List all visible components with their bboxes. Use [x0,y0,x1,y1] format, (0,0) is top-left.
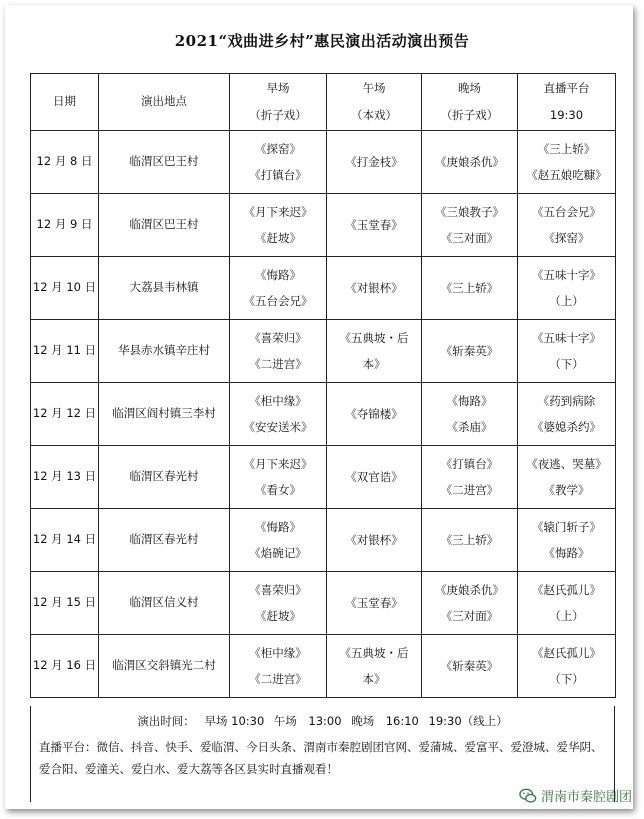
cell-evening-line: 《三上轿》 [440,281,499,295]
cell-venue: 临渭区信义村 [99,572,230,635]
cell-live [518,509,616,572]
cell-evening-line: 《三娘教子》 [435,205,504,219]
cell-afternoon-line: 本》 [362,357,386,371]
cell-live-line: （上） [549,294,584,308]
cell-date: 12 月 16 日 [31,635,99,698]
cell-evening [422,320,518,383]
cell-morning-line: 《悔路》 [255,268,301,282]
cell-live-line: 《教学》 [543,483,590,497]
platform-list: 直播平台：微信、抖音、快手、爱临渭、今日头条、渭南市秦腔剧团官网、爱蒲城、爱富平、爱澄城、爱华阴、爱合阳、爱潼关、爱白水、爱大荔等各区县实时直播观看！ [39,740,603,776]
cell-morning [230,383,327,446]
header-live-label: 直播平台 [543,81,590,95]
cell-live-line: 《赵氏孤儿》 [532,583,601,597]
cell-afternoon [327,131,422,194]
cell-evening-line: 《庚娘杀仇》 [435,583,504,597]
cell-afternoon-line: 《夺锦楼》 [345,407,403,421]
header-evening [422,74,518,131]
cell-afternoon-line: 《五典坡・后 [339,646,409,660]
cell-date: 12 月 13 日 [31,446,99,509]
watermark-text: 渭南市秦腔剧团 [540,790,632,805]
cell-afternoon-line: 《玉堂春》 [345,596,403,610]
cell-live-line: （下） [549,357,584,371]
cell-venue: 临渭区春光村 [99,509,230,572]
cell-live [518,446,616,509]
cell-live-line: （上） [549,609,584,623]
cell-evening-line: 《打镇台》 [440,457,499,471]
cell-afternoon-line: 《玉堂春》 [345,218,403,232]
cell-afternoon [327,509,422,572]
page-title: 2021“戏曲进乡村”惠民演出活动演出预告 [174,32,470,50]
cell-evening [422,194,518,257]
cell-morning-line: 《打镇台》 [249,168,307,182]
cell-date: 12 月 10 日 [31,257,99,320]
cell-morning [230,509,327,572]
cell-date: 12 月 8 日 [31,131,99,194]
cell-morning [230,194,327,257]
cell-morning-line: 《赶坡》 [255,231,301,245]
table-row [31,194,616,257]
cell-morning [230,131,327,194]
cell-afternoon [327,257,422,320]
cell-afternoon-line: 《打金枝》 [345,155,403,169]
cell-live-line: （下） [549,672,584,686]
header-live-sub: 19:30 [549,108,584,122]
cell-live [518,194,616,257]
cell-morning-line: 《喜荣归》 [249,331,307,345]
cell-venue: 临渭区巴王村 [99,194,230,257]
cell-live-line: 《婆媳杀约》 [532,420,601,434]
cell-afternoon [327,635,422,698]
header-morning-sub: （折子戏） [249,108,307,122]
time-evening: 晚场 16:10 [351,714,419,728]
cell-live [518,131,616,194]
cell-morning-line: 《柜中缘》 [249,646,307,660]
header-afternoon-sub: （本戏） [351,108,397,122]
cell-evening [422,446,518,509]
cell-morning-line: 《安安送米》 [243,420,313,434]
cell-morning-line: 《五台会兄》 [243,294,313,308]
cell-venue: 临渭区阎村镇三李村 [99,383,230,446]
cell-live-line: 《五台会兄》 [532,205,601,219]
cell-evening [422,383,518,446]
cell-evening [422,257,518,320]
cell-evening [422,131,518,194]
cell-live [518,320,616,383]
cell-morning [230,257,327,320]
cell-evening-line: 《斩秦英》 [440,659,499,673]
watermark [519,786,632,805]
cell-evening-line: 《三对面》 [440,609,499,623]
cell-morning-line: 《二进宫》 [249,357,307,371]
table-row [31,572,616,635]
cell-afternoon [327,320,422,383]
cell-date: 12 月 9 日 [31,194,99,257]
cell-date: 12 月 15 日 [31,572,99,635]
cell-morning-line: 《二进宫》 [249,672,307,686]
cell-evening-line: 《三对面》 [440,231,499,245]
cell-morning [230,635,327,698]
cell-afternoon [327,383,422,446]
cell-live-line: 《赵五娘吃糠》 [526,168,607,182]
cell-afternoon-line: 《对银杯》 [345,281,403,295]
time-morning: 早场 10:30 [204,714,265,728]
times-label: 演出时间： [137,714,195,728]
cell-live-line: 《药到病除 [537,394,596,408]
cell-evening [422,572,518,635]
header-morning-label: 早场 [266,81,290,95]
cell-morning [230,446,327,509]
cell-date: 12 月 11 日 [31,320,99,383]
cell-venue: 大荔县韦林镇 [99,257,230,320]
cell-live-line: 《三上轿》 [537,142,596,156]
cell-evening-line: 《悔路》 [446,394,493,408]
cell-morning-line: 《探窑》 [255,142,301,156]
time-live: 19:30（线上） [428,714,508,728]
table-row [31,257,616,320]
cell-live [518,257,616,320]
cell-evening-line: 《二进宫》 [440,483,499,497]
cell-afternoon-line: 《对银杯》 [345,533,403,547]
cell-venue: 华县赤水镇辛庄村 [99,320,230,383]
header-afternoon [327,74,422,131]
show-times [31,712,614,730]
cell-afternoon-line: 《双官诰》 [345,470,403,484]
wechat-icon [519,787,537,805]
header-venue: 演出地点 [99,74,230,131]
cell-morning-line: 《柜中缘》 [249,394,307,408]
cell-live-line: 《夜逃、哭墓》 [526,457,607,471]
cell-live-line: 《探窑》 [543,231,590,245]
time-afternoon: 午场 13:00 [273,714,342,728]
cell-morning-line: 《赶坡》 [255,609,301,623]
cell-live-line: 《五味十字》 [532,268,601,282]
cell-evening-line: 《斩秦英》 [440,344,499,358]
cell-live-line: 《五味十字》 [532,331,601,345]
cell-venue: 临渭区交斜镇光二村 [99,635,230,698]
table-row [31,383,616,446]
cell-afternoon [327,446,422,509]
cell-morning-line: 《悔路》 [255,520,301,534]
header-date: 日期 [31,74,99,131]
cell-afternoon [327,194,422,257]
cell-morning-line: 《喜荣归》 [249,583,307,597]
header-evening-label: 晚场 [458,81,481,95]
cell-live-line: 《赵氏孤儿》 [532,646,601,660]
cell-afternoon [327,572,422,635]
header-afternoon-label: 午场 [362,81,386,95]
cell-morning [230,572,327,635]
cell-morning-line: 《月下来迟》 [243,457,313,471]
header-row [31,74,616,131]
header-live [518,74,616,131]
cell-morning [230,320,327,383]
schedule-table [30,73,616,698]
table-row [31,635,616,698]
cell-morning-line: 《焰碗记》 [249,546,307,560]
cell-evening-line: 《三上轿》 [440,533,499,547]
table-row [31,446,616,509]
cell-evening [422,635,518,698]
cell-afternoon-line: 《五典坡・后 [339,331,409,345]
table-row [31,509,616,572]
cell-evening-line: 《庚娘杀仇》 [435,155,504,169]
cell-evening [422,509,518,572]
cell-date: 12 月 12 日 [31,383,99,446]
cell-date: 12 月 14 日 [31,509,99,572]
cell-live [518,572,616,635]
table-row [31,131,616,194]
table-row [31,320,616,383]
cell-live-line: 《悔路》 [543,546,590,560]
cell-evening-line: 《杀庙》 [446,420,493,434]
cell-morning-line: 《看女》 [255,483,301,497]
header-evening-sub: （折子戏） [440,108,499,122]
cell-live [518,635,616,698]
cell-live-line: 《辕门斩子》 [532,520,601,534]
header-morning [230,74,327,131]
cell-live [518,383,616,446]
cell-venue: 临渭区春光村 [99,446,230,509]
cell-morning-line: 《月下来迟》 [243,205,313,219]
cell-afternoon-line: 本》 [362,672,386,686]
cell-venue: 临渭区巴王村 [99,131,230,194]
